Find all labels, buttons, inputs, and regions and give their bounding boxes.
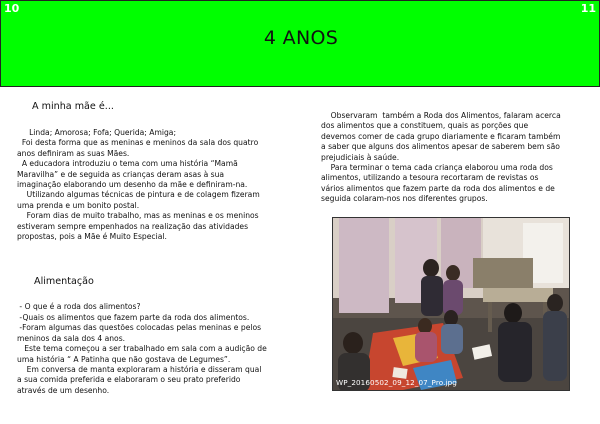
text-line: uma prenda e um bonito postal. xyxy=(17,200,140,210)
page-number-right: 11 xyxy=(580,2,596,15)
text-line: Para terminar o tema cada criança elaborou uma roda dos xyxy=(321,163,553,173)
text-line: propostas, pois a Mãe é Muito Especial. xyxy=(17,232,167,242)
text-line: Observaram também a Roda dos Alimentos, falaram acerca xyxy=(321,111,561,120)
text-line: - O que é a roda dos alimentos? xyxy=(17,302,141,312)
text-line: A educadora introduziu o tema com uma história “Mamã xyxy=(17,159,238,169)
text-line: imaginação elaborando um desenho da mãe e definiram-na. xyxy=(17,180,248,190)
text-line: devemos comer de cada grupo diariamente e ficaram também xyxy=(321,131,561,141)
text-line: -Foram algumas das questões colocadas pelas meninas e pelos xyxy=(17,323,262,333)
text-line: através de um desenho. xyxy=(17,385,110,395)
text-line: meninos da sala dos 4 anos. xyxy=(17,333,126,343)
text-line: a sua comida preferida e elaboraram o seu prato preferido xyxy=(17,375,241,385)
text-line: Utilizando algumas técnicas de pintura e de colagem fizeram xyxy=(17,190,260,200)
text-line: Este tema começou a ser trabalhado em sala com a audição de xyxy=(17,344,267,354)
text-line: Maravilha” e de seguida as crianças deram asas à sua xyxy=(17,169,225,179)
section-heading-mae: A minha mãe é... xyxy=(32,101,114,112)
text-line: uma história “ A Patinha que não gostava de Legumes”. xyxy=(17,354,231,364)
text-line: Em conversa de manta exploraram a história e disseram qual xyxy=(17,364,262,374)
text-line: Linda; Amorosa; Fofa; Querida; Amiga; xyxy=(17,128,177,137)
text-line: seguida colaram-nos nos diferentes grupos. xyxy=(321,194,488,204)
text-line: Foi desta forma que as meninas e meninos da sala dos quatro xyxy=(17,138,259,148)
text-line: anos definiram as suas Mães. xyxy=(17,148,130,158)
right-column xyxy=(321,111,579,205)
section-heading-alimentacao: Alimentação xyxy=(34,276,94,288)
text-line: -Quais os alimentos que fazem parte da roda dos alimentos. xyxy=(17,312,250,322)
text-line: estiveram sempre empenhados na realização das atividades xyxy=(17,221,249,231)
text-line: alimentos, utilizando a tesoura recortaram de revistas os xyxy=(321,173,539,183)
section-body-mae xyxy=(17,128,282,242)
text-line: a saber que alguns dos alimentos apesar de saberem bem são xyxy=(321,142,560,152)
left-column xyxy=(17,101,282,396)
photo-illustration xyxy=(333,218,570,391)
text-line: vários alimentos que fazem parte da roda dos alimentos e de xyxy=(321,183,555,193)
text-line: Foram dias de muito trabalho, mas as meninas e os meninos xyxy=(17,211,259,221)
page-header xyxy=(0,0,600,87)
text-line: prejudiciais à saúde. xyxy=(321,152,400,162)
section-body-alimentacao xyxy=(17,302,282,396)
page-title: 4 ANOS xyxy=(263,27,339,49)
page-number-left: 10 xyxy=(4,2,20,15)
text-line: dos alimentos que a constituem, quais as porções que xyxy=(321,121,529,131)
classroom-photo xyxy=(332,217,570,391)
photo-caption: WP_20160502_09_12_07_Pro.jpg xyxy=(336,378,457,387)
